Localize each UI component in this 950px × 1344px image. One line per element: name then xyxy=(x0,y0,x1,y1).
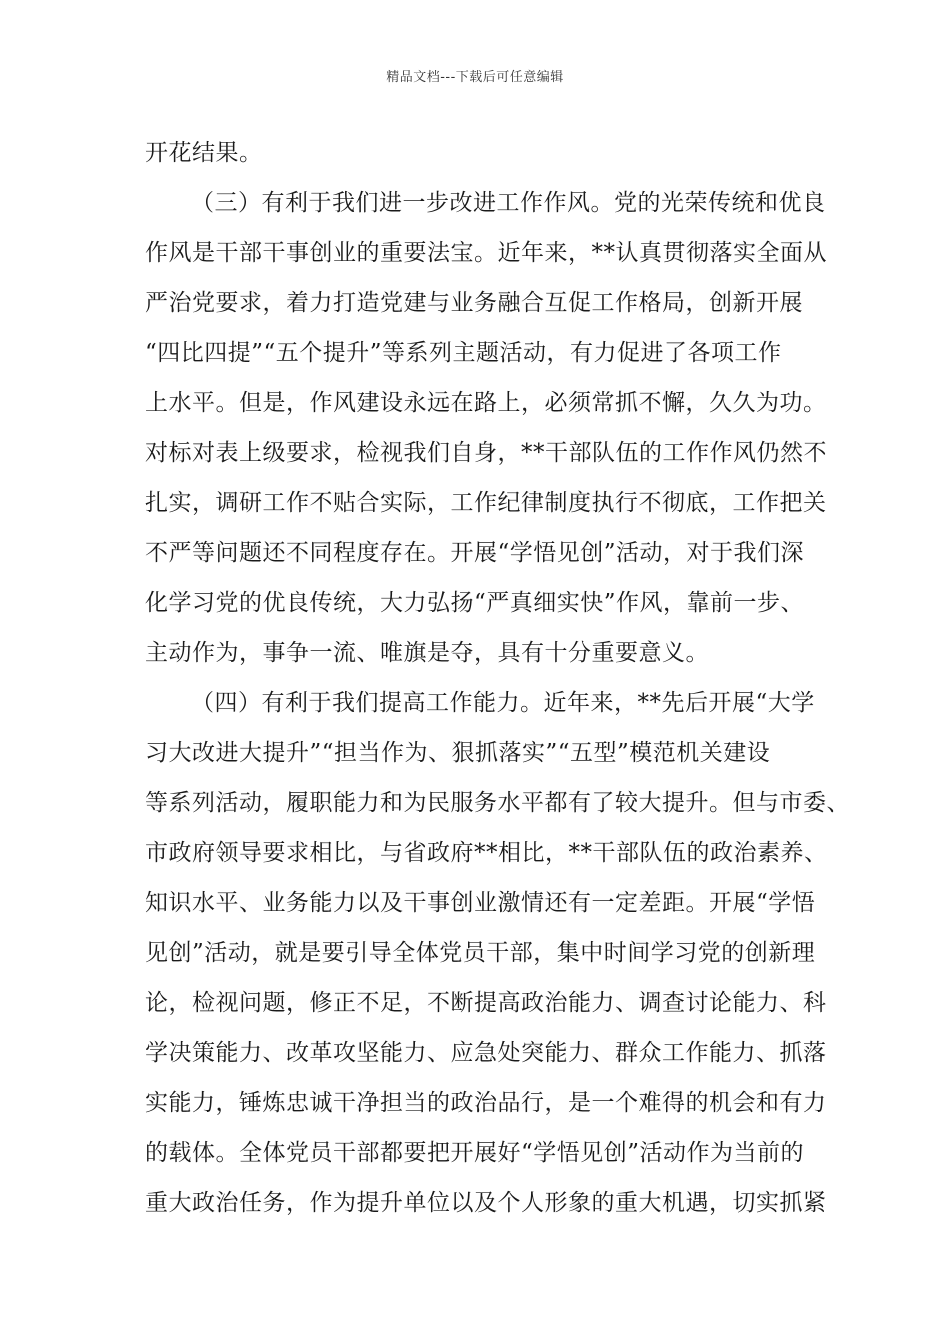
text-line: 开花结果。 xyxy=(145,140,263,166)
page-header: 精品文档---下载后可任意编辑 xyxy=(386,70,564,85)
paragraph-start-line: （四）有利于我们提高工作能力。近年来，**先后开展“大学 xyxy=(191,690,815,716)
text-line: “四比四提”“五个提升”等系列主题活动，有力促进了各项工作 xyxy=(145,340,782,366)
text-line: 上水平。但是，作风建设永远在路上，必须常抓不懈，久久为功。 xyxy=(145,390,827,416)
text-line: 扎实，调研工作不贴合实际，工作纪律制度执行不彻底，工作把关 xyxy=(145,490,827,516)
text-line: 严治党要求，着力打造党建与业务融合互促工作格局，创新开展 xyxy=(145,290,803,316)
paragraph-start-line: （三）有利于我们进一步改进工作作风。党的光荣传统和优良 xyxy=(191,190,826,216)
text-line: 实能力，锤炼忠诚干净担当的政治品行，是一个难得的机会和有力 xyxy=(145,1090,827,1116)
text-line: 论，检视问题，修正不足，不断提高政治能力、调查讨论能力、科 xyxy=(145,990,827,1016)
text-line: 习大改进大提升”“担当作为、狠抓落实”“五型”模范机关建设 xyxy=(145,740,771,766)
text-line: 化学习党的优良传统，大力弘扬“严真细实快”作风，靠前一步、 xyxy=(145,590,805,616)
text-line: 学决策能力、改革攻坚能力、应急处突能力、群众工作能力、抓落 xyxy=(145,1040,827,1066)
text-line: 市政府领导要求相比，与省政府**相比，**干部队伍的政治素养、 xyxy=(145,840,828,866)
text-line: 重大政治任务，作为提升单位以及个人形象的重大机遇，切实抓紧 xyxy=(145,1190,827,1216)
text-line: 不严等问题还不同程度存在。开展“学悟见创”活动，对于我们深 xyxy=(145,540,805,566)
text-line: 主动作为，事争一流、唯旗是夺，具有十分重要意义。 xyxy=(145,640,709,666)
text-line: 对标对表上级要求，检视我们自身，**干部队伍的工作作风仍然不 xyxy=(145,440,827,466)
document-body xyxy=(145,128,850,1228)
text-line: 的载体。全体党员干部都要把开展好“学悟见创”活动作为当前的 xyxy=(145,1140,805,1166)
text-line: 知识水平、业务能力以及干事创业激情还有一定差距。开展“学悟 xyxy=(145,890,816,916)
text-line: 见创”活动，就是要引导全体党员干部，集中时间学习党的创新理 xyxy=(145,940,816,966)
text-line: 作风是干部干事创业的重要法宝。近年来，**认真贯彻落实全面从 xyxy=(145,240,827,266)
text-line: 等系列活动，履职能力和为民服务水平都有了较大提升。但与市委、 xyxy=(145,790,850,816)
